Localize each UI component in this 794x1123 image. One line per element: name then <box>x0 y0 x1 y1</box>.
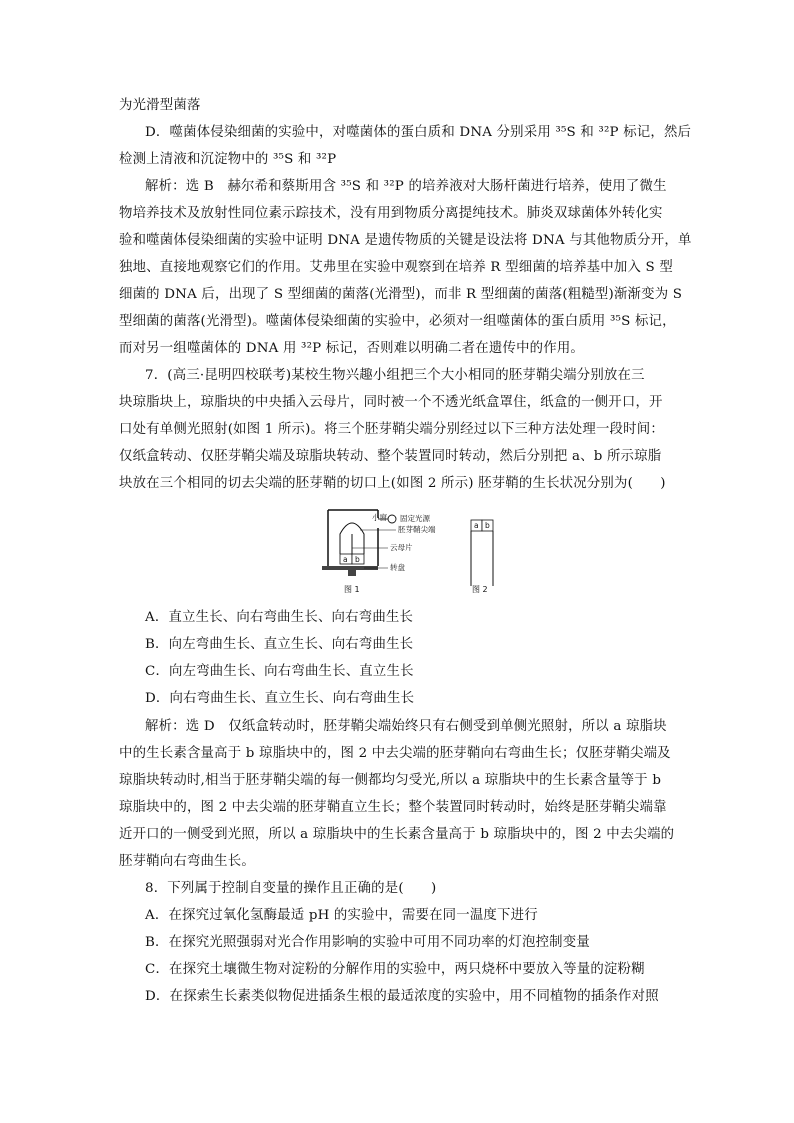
q8-option-a: A．在探究过氧化氢酶最适 pH 的实验中，需要在同一温度下进行 <box>145 908 538 923</box>
q6-option-d-line1: D．噬菌体侵染细菌的实验中，对噬菌体的蛋白质和 DNA 分别采用 ³⁵S 和 ³²P 标记，然后 <box>145 125 692 140</box>
label-light-source: 固定光源 <box>400 514 430 523</box>
fig2-label-b: b <box>485 521 490 530</box>
q7-option-a: A．直立生长、向右弯曲生长、向右弯曲生长 <box>145 610 414 625</box>
caption-figure-1: 图 1 <box>344 585 360 594</box>
coleoptile-diagram <box>318 506 508 598</box>
q8-option-b: B．在探究光照强弱对光合作用影响的实验中可用不同功率的灯泡控制变量 <box>145 935 590 950</box>
agar-label-b: b <box>355 555 360 564</box>
q6-analysis-line: 型细菌的菌落(光滑型)。噬菌体侵染细菌的实验中，必须对一组噬菌体的蛋白质用 ³⁵S 标记， <box>119 314 676 329</box>
label-coleoptile-tip: 胚芽鞘尖端 <box>398 525 436 534</box>
q7-stem-line: 块琼脂块上，琼脂块的中央插入云母片，同时被一个不透光纸盒罩住，纸盒的一侧开口，开 <box>119 395 663 410</box>
q7-analysis-line: 近开口的一侧受到光照，所以 a 琼脂块中的生长素含量高于 b 琼脂块中的，图 2 中去尖端的 <box>119 827 675 842</box>
q8-stem: 8．下列属于控制自变量的操作且正确的是( ) <box>145 881 437 896</box>
q7-option-c: C．向左弯曲生长、向右弯曲生长、直立生长 <box>145 664 414 679</box>
q8-option-c: C．在探究土壤微生物对淀粉的分解作用的实验中，两只烧杯中要放入等量的淀粉糊 <box>145 962 645 977</box>
q6-analysis-line: 解析：选 B 赫尔希和蔡斯用含 ³⁵S 和 ³²P 的培养液对大肠杆菌进行培养，使用了微生 <box>145 179 667 194</box>
q6-analysis-line: 细菌的 DNA 后，出现了 S 型细菌的菌落(光滑型)，而非 R 型细菌的菌落(粗糙型)渐渐变为 S <box>119 287 683 302</box>
q7-stem-line: 7．(高三·昆明四校联考)某校生物兴趣小组把三个大小相同的胚芽鞘尖端分别放在三 <box>145 368 645 383</box>
q6-analysis-line: 独地、直接地观察它们的作用。艾弗里在实验中观察到在培养 R 型细菌的培养基中加入 S 型 <box>119 260 673 275</box>
label-turntable: 转盘 <box>390 563 405 572</box>
q7-analysis-line: 琼脂块中的，图 2 中去尖端的胚芽鞘直立生长；整个装置同时转动时，始终是胚芽鞘尖端靠 <box>119 800 667 815</box>
label-window: 小窗 <box>372 513 387 522</box>
q6-option-d-line2: 检测上清液和沉淀物中的 ³⁵S 和 ³²P <box>119 152 337 167</box>
q6-analysis-line: 而对另一组噬菌体的 DNA 用 ³²P 标记，否则难以明确二者在遗传中的作用。 <box>119 341 585 356</box>
q8-option-d: D．在探索生长素类似物促进插条生根的最适浓度的实验中，用不同植物的插条作对照 <box>145 989 659 1004</box>
q7-stem-line: 口处有单侧光照射(如图 1 所示)。将三个胚芽鞘尖端分别经过以下三种方法处理一段时间： <box>119 422 664 437</box>
light-source-icon <box>388 515 396 523</box>
q7-analysis-line: 中的生长素含量高于 b 琼脂块中的，图 2 中去尖端的胚芽鞘向右弯曲生长；仅胚芽鞘尖端及 <box>119 746 671 761</box>
q7-option-d: D．向右弯曲生长、直立生长、向右弯曲生长 <box>145 691 415 706</box>
q6-continuation-line: 为光滑型菌落 <box>119 98 201 113</box>
q7-analysis-line: 胚芽鞘向右弯曲生长。 <box>119 854 255 869</box>
fig2-label-a: a <box>474 521 479 530</box>
q7-stem-line: 仅纸盒转动、仅胚芽鞘尖端及琼脂块转动、整个装置同时转动，然后分别把 a、b 所示琼脂 <box>119 449 662 464</box>
q7-analysis-line: 琼脂块转动时,相当于胚芽鞘尖端的每一侧都均匀受光,所以 a 琼脂块中的生长素含量等于 b <box>119 773 662 788</box>
label-mica: 云母片 <box>390 543 413 552</box>
caption-figure-2: 图 2 <box>472 585 488 594</box>
q6-analysis-line: 验和噬菌体侵染细菌的实验中证明 DNA 是遗传物质的关键是设法将 DNA 与其他物质分开，单 <box>119 233 692 248</box>
agar-label-a: a <box>343 555 348 564</box>
turntable-shaft <box>348 570 356 576</box>
q7-option-b: B．向左弯曲生长、直立生长、向右弯曲生长 <box>145 637 414 652</box>
q6-analysis-line: 物培养技术及放射性同位素示踪技术，没有用到物质分离提纯技术。肺炎双球菌体外转化实 <box>119 206 663 221</box>
q7-analysis-line: 解析：选 D 仅纸盒转动时，胚芽鞘尖端始终只有右侧受到单侧光照射，所以 a 琼脂块 <box>145 719 667 734</box>
q7-figure <box>318 506 508 598</box>
q7-stem-line: 块放在三个相同的切去尖端的胚芽鞘的切口上(如图 2 所示) 胚芽鞘的生长状况分别为( ) <box>119 476 666 491</box>
fig2-decapitated-coleoptile <box>471 531 493 586</box>
